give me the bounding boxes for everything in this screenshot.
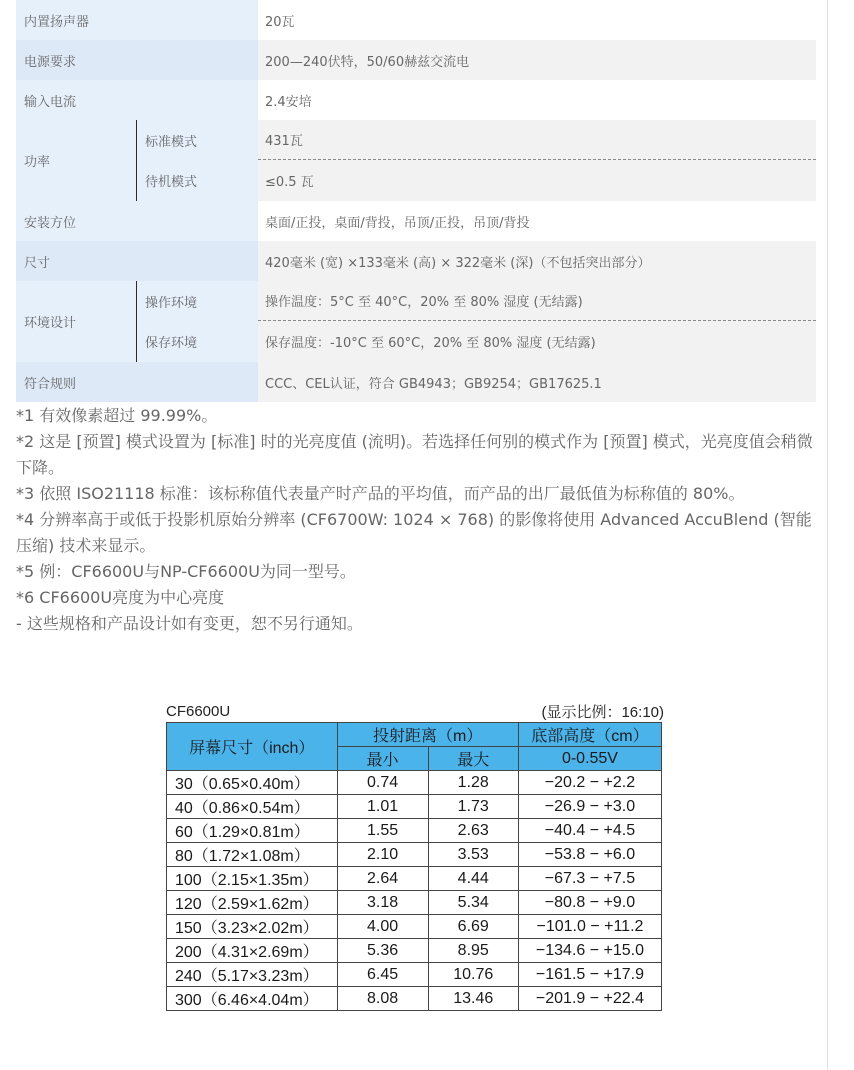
throw-max-cell: 6.69 (428, 915, 518, 939)
screen-size-cell: 30（0.65×0.40m） (167, 771, 338, 795)
throw-max-cell: 10.76 (428, 963, 518, 987)
table-row (167, 915, 662, 939)
screen-size-cell: 150（3.23×2.02m） (167, 915, 338, 939)
spec-key: 符合规则 (16, 362, 258, 402)
spec-key: 输入电流 (16, 80, 258, 120)
spec-value: ≤0.5 瓦 (258, 160, 816, 201)
header-screen-size: 屏幕尺寸（inch） (167, 723, 338, 771)
screen-size-cell: 60（1.29×0.81m） (167, 819, 338, 843)
bottom-height-cell: −53.8 − +6.0 (518, 843, 661, 867)
spec-value: 操作温度：5°C 至 40°C，20% 至 80% 湿度 (无结露) (258, 281, 816, 321)
table-row (167, 891, 662, 915)
spec-key: 安装方位 (16, 201, 258, 241)
throw-min-cell: 3.18 (337, 891, 428, 915)
bottom-height-cell: −20.2 − +2.2 (518, 771, 661, 795)
throw-min-cell: 1.01 (337, 795, 428, 819)
table-row (167, 963, 662, 987)
bottom-height-cell: −26.9 − +3.0 (518, 795, 661, 819)
spec-subrow (136, 281, 816, 321)
bottom-height-cell: −40.4 − +4.5 (518, 819, 661, 843)
spec-row (16, 241, 816, 281)
screen-size-cell: 120（2.59×1.62m） (167, 891, 338, 915)
throw-max-cell: 3.53 (428, 843, 518, 867)
spec-row (16, 0, 816, 40)
spec-key: 尺寸 (16, 241, 258, 281)
projection-aspect: (显示比例：16:10) (541, 703, 664, 721)
screen-size-cell: 80（1.72×1.08m） (167, 843, 338, 867)
screen-size-cell: 240（5.17×3.23m） (167, 963, 338, 987)
spec-group-environment (16, 281, 816, 362)
spec-subkey: 保存环境 (136, 321, 258, 362)
throw-min-cell: 0.74 (337, 771, 428, 795)
spec-table (16, 0, 816, 402)
spec-row (16, 201, 816, 241)
table-row (167, 987, 662, 1011)
header-throw-distance: 投射距离（m） (337, 723, 518, 747)
spec-row (16, 362, 816, 402)
screen-size-cell: 100（2.15×1.35m） (167, 867, 338, 891)
spec-group-key: 功率 (16, 120, 136, 201)
bottom-height-cell: −101.0 − +11.2 (518, 915, 661, 939)
throw-min-cell: 6.45 (337, 963, 428, 987)
header-max: 最大 (428, 747, 518, 771)
spec-subrow (136, 160, 816, 201)
screen-size-cell: 40（0.86×0.54m） (167, 795, 338, 819)
spec-subkey: 标准模式 (136, 120, 258, 160)
throw-min-cell: 4.00 (337, 915, 428, 939)
spec-value: 2.4安培 (258, 80, 816, 120)
footnotes (16, 403, 816, 637)
spec-group-key: 环境设计 (16, 281, 136, 362)
footnote: *1 有效像素超过 99.99%。 (16, 406, 218, 425)
header-min: 最小 (337, 747, 428, 771)
spec-value: 桌面/正投，桌面/背投，吊顶/正投，吊顶/背投 (258, 201, 816, 241)
page-right-border (827, 0, 828, 1070)
throw-max-cell: 8.95 (428, 939, 518, 963)
screen-size-cell: 300（6.46×4.04m） (167, 987, 338, 1011)
throw-max-cell: 1.73 (428, 795, 518, 819)
spec-value: 420毫米 (宽) ×133毫米 (高) × 322毫米 (深)（不包括突出部分） (258, 241, 816, 281)
table-row (167, 939, 662, 963)
bottom-height-cell: −201.9 − +22.4 (518, 987, 661, 1011)
projection-table-image (166, 700, 664, 1011)
table-row (167, 771, 662, 795)
bottom-height-cell: −161.5 − +17.9 (518, 963, 661, 987)
header-bottom-height: 底部高度（cm） (518, 723, 661, 747)
spec-value: CCC、CEL认证，符合 GB4943；GB9254；GB17625.1 (258, 362, 816, 402)
throw-min-cell: 8.08 (337, 987, 428, 1011)
spec-value: 431瓦 (258, 120, 816, 160)
table-row (167, 843, 662, 867)
spec-subkey: 操作环境 (136, 281, 258, 321)
table-row (167, 867, 662, 891)
footnote: *2 这是 [预置] 模式设置为 [标准] 时的光亮度值 (流明)。若选择任何别的模式作为 [预置] 模式，光亮度值会稍微下降。 (16, 432, 813, 477)
throw-min-cell: 1.55 (337, 819, 428, 843)
spec-value: 20瓦 (258, 0, 816, 40)
spec-group-power (16, 120, 816, 201)
bottom-height-cell: −67.3 − +7.5 (518, 867, 661, 891)
spec-key: 电源要求 (16, 40, 258, 80)
spec-subkey: 待机模式 (136, 160, 258, 201)
header-shift: 0-0.55V (518, 747, 661, 771)
throw-max-cell: 5.34 (428, 891, 518, 915)
throw-max-cell: 1.28 (428, 771, 518, 795)
spec-subrow (136, 120, 816, 160)
projection-model: CF6600U (166, 702, 231, 720)
throw-min-cell: 5.36 (337, 939, 428, 963)
spec-value: 200—240伏特，50/60赫兹交流电 (258, 40, 816, 80)
throw-max-cell: 2.63 (428, 819, 518, 843)
table-row (167, 819, 662, 843)
footnote: *6 CF6600U亮度为中心亮度 (16, 588, 225, 607)
footnote: *4 分辨率高于或低于投影机原始分辨率 (CF6700W: 1024 × 768) 的影像将使用 Advanced AccuBlend (智能压缩) 技术来显示。 (16, 510, 812, 555)
footnote: *3 依照 ISO21118 标准：该标称值代表量产时产品的平均值，而产品的出厂最低值为标称值的 80%。 (16, 484, 745, 503)
throw-max-cell: 4.44 (428, 867, 518, 891)
throw-min-cell: 2.64 (337, 867, 428, 891)
projection-table (166, 722, 662, 1011)
bottom-height-cell: −80.8 − +9.0 (518, 891, 661, 915)
spec-row (16, 80, 816, 120)
spec-row (16, 40, 816, 80)
throw-max-cell: 13.46 (428, 987, 518, 1011)
table-row (167, 795, 662, 819)
spec-subrow (136, 321, 816, 362)
footnote: - 这些规格和产品设计如有变更，恕不另行通知。 (16, 614, 363, 633)
footnote: *5 例：CF6600U与NP-CF6600U为同一型号。 (16, 562, 356, 581)
spec-key: 内置扬声器 (16, 0, 258, 40)
bottom-height-cell: −134.6 − +15.0 (518, 939, 661, 963)
screen-size-cell: 200（4.31×2.69m） (167, 939, 338, 963)
spec-value: 保存温度：-10°C 至 60°C，20% 至 80% 湿度 (无结露) (258, 321, 816, 362)
throw-min-cell: 2.10 (337, 843, 428, 867)
